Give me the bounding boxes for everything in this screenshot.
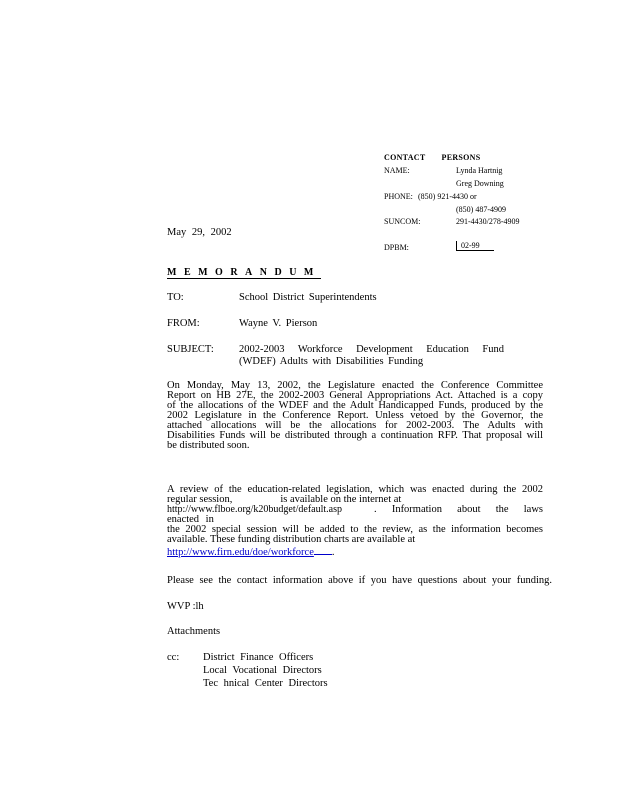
para2-line [167,505,543,525]
paragraph-2 [167,485,543,558]
para2-line3b: . Information about the laws enacted in [167,504,543,525]
paragraph-1 [167,381,543,451]
para2-line: the 2002 special session will be added to the review, as the information becomes [167,524,543,535]
contact-persons-heading [384,153,481,162]
dpbm-value: 02-99 [456,241,494,251]
to-label: TO: [167,292,184,303]
review-url: http://www.flboe.org/k20budget/default.asp [167,504,342,515]
para1-line: of the allocations of the WDEF and the Adult Handicapped Funds, produced by the [167,400,543,411]
memo-title: MEMORANDUM [167,267,321,278]
para1-line: Disabilities Funds will be distributed through a continuation RFP. That proposal will [167,430,543,441]
attachments-label: Attachments [167,626,221,637]
para1-line: 2002 Legislature in the Conference Report. Unless vetoed by the Governor, the [167,410,543,421]
para1-line: On Monday, May 13, 2002, the Legislature enacted the Conference Committee [167,380,543,391]
para1-line: be distributed soon. [167,440,250,451]
phone-2: (850) 487-4909 [456,205,506,214]
contact-heading-1: CONTACT [384,153,426,162]
suncom-label: SUNCOM: [384,217,421,226]
workforce-link[interactable]: http://www.firn.edu/doe/workforce [167,547,314,558]
name-label: NAME: [384,166,410,175]
cc-item: Tec hnical Center Directors [203,678,328,689]
cc-item: Local Vocational Directors [203,665,322,676]
para2-line [167,545,543,558]
subject-line-2: (WDEF) Adults with Disabilities Funding [239,356,424,367]
para1-line: attached allocations will be the allocations for 2002-2003. The Adults with [167,420,543,431]
subject-label: SUBJECT: [167,344,214,355]
initials: WVP :lh [167,601,204,612]
contact-name-2: Greg Downing [456,179,504,188]
subject-value [239,344,504,368]
suncom-value: 291-4430/278-4909 [456,217,520,226]
cc-item: District Finance Officers [203,652,314,663]
para2-line: A review of the education-related legislation, which was enacted during the 2002 [167,484,543,495]
from-value: Wayne V. Pierson [239,318,318,329]
para2-line2b: is available on the internet at [280,494,402,505]
paragraph-3: Please see the contact information above if you have questions about your funding. [167,575,553,586]
para2-line: available. These funding distribution charts are available at [167,534,416,545]
phone-1: (850) 921-4430 or [418,192,477,201]
contact-heading-2: PERSONS [441,153,481,162]
cc-label: cc: [167,652,180,663]
phone-label: PHONE: [384,192,413,201]
to-value: School District Superintendents [239,292,377,303]
link-period: . [331,547,335,558]
dpbm-label: DPBM: [384,243,409,252]
subject-line-1: 2002-2003 Workforce Development Education Fund [239,344,504,355]
para2-line2a: regular session, [167,494,233,505]
from-label: FROM: [167,318,200,329]
para1-line: Report on HB 27E, the 2002-2003 General Appropriations Act. Attached is a copy [167,390,543,401]
memo-date: May 29, 2002 [167,227,232,238]
contact-name-1: Lynda Hartnig [456,166,503,175]
